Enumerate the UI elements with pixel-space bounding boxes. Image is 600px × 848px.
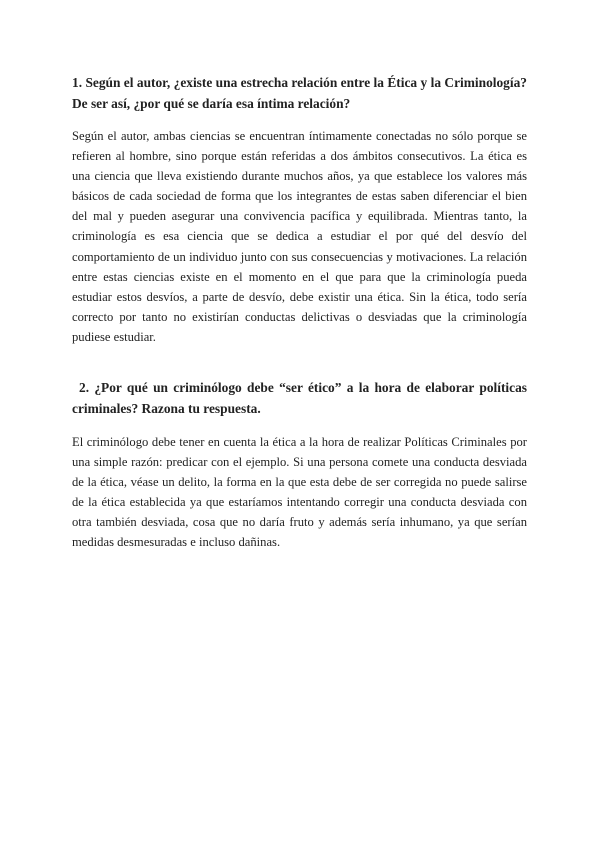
answer-1-paragraph: Según el autor, ambas ciencias se encuentran íntimamente conectadas no sólo porque se refieren al hombre, sino porque están referidas a dos ámbitos consecutivos. La ética es una ciencia que lleva existiendo durante muchos años, ya que establece los valores más básicos de cada sociedad de forma que los integrantes de estas saben diferenciar el bien del mal y pueden asegurar una convivencia pacífica y equilibrada. Mientras tanto, la criminología es esa ciencia que se dedica a estudiar el por qué del desvío del comportamiento de un individuo junto con sus consecuencias y motivaciones. La relación entre estas ciencias existe en el momento en el que para que la criminología pueda estudiar estos desvíos, a parte de desvío, debe existir una ética. Sin la ética, todo sería correcto por tanto no existirían conductas delictivas o desviadas que la criminología pudiese estudiar. [72, 129, 527, 344]
question-1-heading: 1. Según el autor, ¿existe una estrecha relación entre la Ética y la Criminología? De ser así, ¿por qué se daría esa íntima relación? [72, 75, 527, 111]
question-2-heading: 2. ¿Por qué un criminólogo debe “ser ético” a la hora de elaborar políticas criminales? Razona tu respuesta. [72, 380, 527, 416]
answer-2-paragraph: El criminólogo debe tener en cuenta la ética a la hora de realizar Políticas Criminales por una simple razón: predicar con el ejemplo. Si una persona comete una conducta desviada de la ética, véase un delito, la forma en la que esta debe de ser corregida no puede salirse de la ética establecida ya que estaríamos intentando corregir una conducta desviada con otra también desviada, cosa que no daría fruto y además sería inhumano, ya que serían medidas desmesuradas e incluso dañinas. [72, 435, 527, 550]
